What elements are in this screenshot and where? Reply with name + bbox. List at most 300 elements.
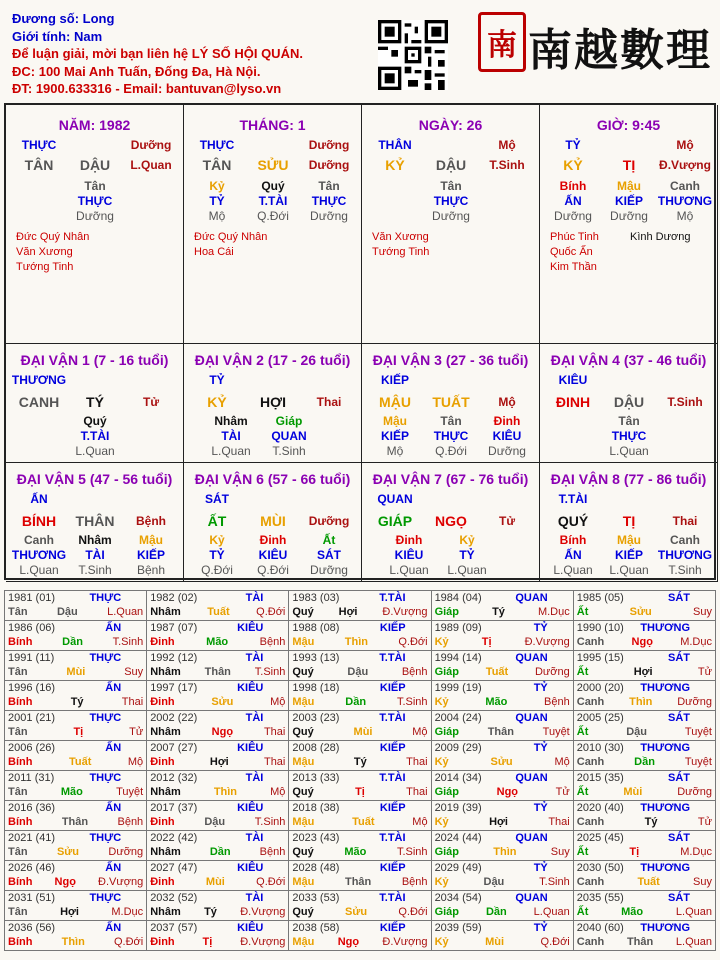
earthly-branch: DẬU [79,157,111,173]
year-cell [147,891,289,921]
year-life-stage: L.Quan [675,906,712,918]
heavenly-stem: CANH [18,394,60,410]
year-label: 1987 (07) [150,622,198,634]
pillar-cell [362,105,540,344]
ten-god-label: Dưỡng [130,138,172,152]
year-row [8,771,143,785]
year-branch: Tuất [207,606,230,618]
year-label: 2024 (44) [434,832,482,844]
year-label: 2001 (21) [8,712,56,724]
year-stem: Nhâm [150,786,181,798]
year-stem: Canh [576,636,605,648]
year-row [8,635,143,649]
hidden-stem: Nhâm [214,414,248,428]
pillar-title: NĂM: 1982 [58,117,131,133]
year-stem: Bính [8,756,33,768]
year-row [435,891,570,905]
year-cell [573,621,715,651]
year-label: 1992 (12) [150,652,198,664]
year-stem: Nhâm [150,666,181,678]
year-stem: Mậu [292,756,315,768]
year-stem: Quý [292,786,314,798]
year-row [8,875,143,889]
year-cell [289,651,431,681]
hidden-stem: Tân [84,179,106,193]
hidden-life-stage: Q.Đới [257,209,289,223]
year-branch: Ngọ [496,786,519,798]
year-cell [147,681,289,711]
heavenly-stem: TÂN [202,157,232,173]
hidden-ten-god: TÀI [221,429,241,443]
year-label: 2025 (45) [576,832,624,844]
year-stem: Giáp [434,666,460,678]
hidden-life-stage: L.Quan [609,444,649,458]
year-row [292,741,427,755]
year-row [577,591,712,605]
year-cell [289,921,431,951]
year-branch: Hợi [209,756,229,768]
hidden-stem: Canh [670,533,700,547]
earthly-branch: THÂN [75,513,115,529]
year-life-stage: Tử [697,816,712,828]
hidden-stem: Đinh [493,414,521,428]
year-row [435,681,570,695]
life-stage: Dưỡng [308,158,350,172]
year-label: 2007 (27) [150,742,198,754]
year-row [577,905,712,919]
year-label: 2015 (35) [576,772,624,784]
year-cell [5,921,147,951]
year-label: 1982 (02) [150,592,198,604]
luck-title: ĐẠI VẬN 4 (37 - 46 tuổi) [550,352,707,368]
year-life-stage: Đ.Vượng [98,876,144,888]
year-label: 1991 (11) [8,652,55,664]
year-row [435,935,570,949]
year-label: 1995 (15) [576,652,624,664]
year-stem: Tân [8,606,28,618]
qr-code-icon [378,20,448,90]
hidden-stem: Nhâm [78,533,112,547]
hidden-stem: Canh [24,533,54,547]
year-stem: Ất [576,906,589,918]
year-stem: Canh [576,756,605,768]
year-row [292,605,427,619]
year-ten-god: KIẾP [379,682,406,694]
hidden-ten-god: THỰC [433,194,469,208]
year-life-stage: L.Quan [533,906,570,918]
ten-god-label: THỰC [199,138,235,152]
year-cell [431,891,573,921]
year-ten-god: QUAN [515,892,548,904]
year-life-stage: Đ.Vượng [240,906,286,918]
heavenly-stem: GIÁP [377,513,413,529]
year-life-stage: Tuyệt [684,726,712,738]
year-cell [431,831,573,861]
year-life-stage: Q.Đới [398,636,428,648]
heavenly-stem: KỶ [563,157,583,173]
year-row [435,861,570,875]
ten-god-label: Mộ [676,138,694,152]
year-branch: Ngọ [211,726,234,738]
year-cell [431,681,573,711]
year-ten-god: THỰC [89,892,122,904]
year-cell [5,801,147,831]
year-life-stage: M.Dục [680,846,712,858]
year-ten-god: TÀI [245,832,264,844]
year-branch: Dần [209,846,231,858]
year-ten-god: T.TÀI [379,772,406,784]
year-row [150,785,285,799]
earthly-branch: TUẤT [432,394,470,410]
hidden-life-stage: Q.Đới [257,563,289,577]
year-row [577,665,712,679]
year-life-stage: Q.Đới [113,936,144,948]
pillar-cell [540,105,718,344]
year-row [435,605,570,619]
chart-grid [4,103,716,580]
hidden-life-stage: L.Quan [447,563,487,577]
heavenly-stem: KỶ [207,394,227,410]
year-row [577,695,712,709]
year-cell [573,741,715,771]
year-ten-god: THƯƠNG [640,922,690,934]
year-branch: Tuất [68,756,92,768]
year-row [8,755,143,769]
year-row [577,785,712,799]
year-label: 2034 (54) [434,892,482,904]
year-branch: Mão [485,696,508,708]
ten-god-label: THƯƠNG [11,373,67,387]
year-row [435,771,570,785]
year-branch: Dậu [204,816,226,828]
earthly-branch: DẬU [613,394,645,410]
year-branch: Thân [61,816,89,828]
hidden-stem: Đinh [395,533,423,547]
year-branch: Dần [345,696,367,708]
year-cell [573,681,715,711]
year-cell [5,831,147,861]
year-stem: Đinh [150,816,175,828]
year-life-stage: Thai [263,756,286,768]
year-row [577,861,712,875]
year-stem: Kỷ [434,636,449,648]
year-row [577,845,712,859]
seal-logo [478,12,526,72]
year-life-stage: Suy [693,876,712,888]
year-row [292,921,427,935]
hidden-ten-god: THỰC [433,429,469,443]
year-row [150,711,285,725]
year-life-stage: Bệnh [117,816,144,828]
year-cell [289,681,431,711]
year-row [150,935,285,949]
year-label: 2022 (42) [150,832,198,844]
hidden-life-stage: L.Quan [211,444,251,458]
year-stem: Bính [8,816,33,828]
year-ten-god: KIẾP [379,922,406,934]
year-branch: Mùi [623,786,643,798]
hidden-life-stage: Dưỡng [610,209,648,223]
year-label: 1999 (19) [434,682,482,694]
year-row [292,905,427,919]
owner-label: Đương số: [12,11,80,26]
year-stem: Mậu [292,876,315,888]
year-label: 2039 (59) [434,922,482,934]
year-row [8,831,143,845]
year-life-stage: Mộ [270,786,286,798]
year-label: 2006 (26) [8,742,56,754]
year-life-stage: Tuyệt [542,726,570,738]
star-label: Kim Thần [550,261,597,273]
year-cell [147,621,289,651]
year-row [150,771,285,785]
year-ten-god: ẤN [105,922,122,934]
luck-title: ĐẠI VẬN 8 (77 - 86 tuổi) [550,471,707,487]
year-row [577,875,712,889]
year-ten-god: T.TÀI [379,712,406,724]
year-branch: Mão [206,636,229,648]
year-stem: Quý [292,726,314,738]
hidden-stem: Tân [440,414,462,428]
year-life-stage: Thai [406,786,428,798]
year-cell [5,861,147,891]
year-life-stage: Thai [406,756,428,768]
year-stem: Kỷ [434,876,449,888]
ten-god-label: Mộ [498,138,516,152]
heavenly-stem: ẤT [207,513,227,529]
heavenly-stem: TÂN [24,157,54,173]
year-branch: Thân [204,666,231,678]
year-label: 1986 (06) [8,622,56,634]
hidden-ten-god: KIÊU [258,548,288,562]
hidden-ten-god: TÀI [85,548,105,562]
hidden-ten-god: THỰC [77,194,113,208]
year-stem: Canh [576,936,605,948]
year-label: 1989 (09) [434,622,482,634]
hidden-life-stage: L.Quan [389,563,429,577]
year-cell [431,801,573,831]
year-ten-god: KIẾP [379,862,406,874]
pillar-title: GIỜ: 9:45 [596,117,661,133]
year-row [8,935,143,949]
year-life-stage: T.Sinh [539,876,570,888]
year-row [435,665,570,679]
year-stem: Mậu [292,696,315,708]
ten-god-label: QUAN [377,492,413,506]
year-branch: Ngọ [337,936,360,948]
year-row [292,861,427,875]
year-cell [573,651,715,681]
hidden-life-stage: Dưỡng [76,209,114,223]
year-row [435,621,570,635]
luck-cell [540,463,718,582]
year-ten-god: KIẾP [379,802,406,814]
year-row [150,921,285,935]
year-label: 1997 (17) [150,682,198,694]
year-label: 2011 (31) [8,772,55,784]
year-branch: Hợi [338,606,358,618]
hidden-ten-god: THƯƠNG [11,548,67,562]
year-row [292,845,427,859]
year-ten-god: THƯƠNG [640,742,690,754]
year-stem: Ất [576,606,589,618]
year-ten-god: THƯƠNG [640,622,690,634]
earthly-branch: MÙI [260,513,286,529]
luck-title: ĐẠI VẬN 5 (47 - 56 tuổi) [16,471,173,487]
year-row [292,801,427,815]
year-branch: Mùi [485,936,505,948]
year-life-stage: Dưỡng [677,696,712,708]
year-life-stage: Tử [129,726,144,738]
year-life-stage: Đ.Vượng [382,936,428,948]
year-row [577,921,712,935]
year-ten-god: T.TÀI [379,832,406,844]
year-stem: Quý [292,666,314,678]
year-ten-god: KIẾP [379,622,406,634]
ten-god-label: KIÊU [558,373,588,387]
year-label: 2032 (52) [150,892,198,904]
hidden-ten-god: TỶ [459,548,475,562]
year-row [292,665,427,679]
year-row [292,711,427,725]
year-ten-god: SÁT [668,652,690,664]
year-branch: Tý [70,696,84,708]
year-cell [5,681,147,711]
year-cell [147,651,289,681]
year-branch: Tị [73,726,84,738]
year-row [292,935,427,949]
year-stem: Bính [8,636,33,648]
year-row [292,875,427,889]
year-label: 2028 (48) [292,862,340,874]
hidden-ten-god: THƯƠNG [657,548,713,562]
year-life-stage: Suy [124,666,144,678]
earthly-branch: NGỌ [435,513,467,529]
year-stem: Kỷ [434,936,449,948]
year-ten-god: THƯƠNG [640,682,690,694]
hidden-stem: Canh [670,179,700,193]
year-ten-god: QUAN [515,712,548,724]
year-label: 2017 (37) [150,802,198,814]
year-stem: Quý [292,846,314,858]
year-row [150,725,285,739]
year-label: 2008 (28) [292,742,340,754]
year-stem: Đinh [150,636,175,648]
year-label: 2030 (50) [576,862,624,874]
luck-title: ĐẠI VẬN 1 (7 - 16 tuổi) [20,352,169,368]
year-life-stage: Bệnh [401,666,428,678]
year-branch: Mão [621,906,644,918]
year-label: 2014 (34) [434,772,482,784]
earthly-branch: DẬU [435,157,467,173]
year-life-stage: Đ.Vượng [524,636,570,648]
year-life-stage: Suy [693,606,712,618]
year-branch: Tuất [637,876,660,888]
year-label: 2037 (57) [150,922,198,934]
life-stage: Thai [672,514,698,528]
year-cell [573,801,715,831]
year-row [577,755,712,769]
luck-title: ĐẠI VẬN 3 (27 - 36 tuổi) [372,352,529,368]
year-ten-god: KIÊU [237,802,264,814]
year-life-stage: Bệnh [401,876,428,888]
year-cell [289,711,431,741]
hidden-life-stage: Dưỡng [432,209,470,223]
hidden-stem: Tân [440,179,462,193]
year-stem: Tân [8,906,28,918]
luck-title: ĐẠI VẬN 2 (17 - 26 tuổi) [194,352,351,368]
year-row [577,711,712,725]
year-stem: Tân [8,846,28,858]
year-life-stage: Bệnh [259,636,286,648]
ten-god-label: T.TÀI [558,492,588,506]
year-ten-god: THỰC [89,652,122,664]
year-life-stage: M.Dục [537,606,570,618]
luck-cell [184,344,362,463]
year-row [577,681,712,695]
star-label: Quốc Ấn [550,246,593,258]
hidden-stem: Bính [559,179,587,193]
year-cell [431,921,573,951]
hidden-stem: Kỷ [459,533,475,547]
hidden-stem: Bính [559,533,587,547]
year-cell [431,651,573,681]
year-branch: Tuất [352,816,375,828]
star-label: Kình Dương [630,231,691,243]
hidden-ten-god: KIẾP [614,548,644,562]
year-row [435,831,570,845]
year-label: 2009 (29) [434,742,482,754]
year-branch: Thìn [493,846,517,858]
ten-god-label: TỶ [565,138,581,152]
hidden-stem: Mậu [617,533,641,547]
year-row [292,635,427,649]
year-row [577,831,712,845]
year-branch: Dậu [626,726,648,738]
hidden-ten-god: THỰC [611,429,647,443]
hidden-life-stage: T.Sinh [78,563,112,577]
year-life-stage: Đ.Vượng [240,936,286,948]
year-branch: Tị [629,846,640,858]
year-row [435,755,570,769]
year-row [577,621,712,635]
year-row [8,905,143,919]
year-row [150,861,285,875]
year-row [292,651,427,665]
earthly-branch: TỊ [622,513,636,529]
year-row [8,845,143,859]
year-stem: Giáp [434,726,460,738]
year-life-stage: Mộ [127,756,144,768]
year-label: 1981 (01) [8,592,56,604]
year-row [150,621,285,635]
ten-god-label: ẤN [30,492,48,506]
year-label: 2021 (41) [8,832,56,844]
luck-cell [6,463,184,582]
star-label: Đức Quý Nhân [16,231,90,243]
year-ten-god: QUAN [515,652,548,664]
year-row [150,665,285,679]
hidden-ten-god: KIẾP [136,548,166,562]
year-row [435,785,570,799]
life-stage: Tử [498,514,516,528]
year-row [150,875,285,889]
year-stem: Mậu [292,936,315,948]
year-life-stage: T.Sinh [254,816,286,828]
year-label: 1993 (13) [292,652,340,664]
year-ten-god: ẤN [105,802,122,814]
hidden-stem: Quý [83,414,107,428]
